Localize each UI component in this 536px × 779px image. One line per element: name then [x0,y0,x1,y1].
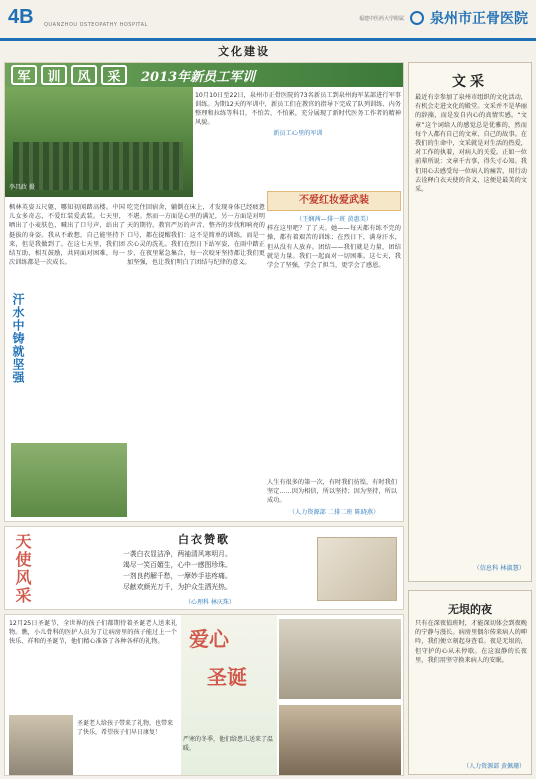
section-title: 文化建设 [218,45,270,58]
banner-subtitle: 2013年新员工军训 [141,69,256,85]
feature-banner [5,63,403,87]
night-title: 无垠的夜 [448,603,492,616]
christmas-feature [4,614,404,776]
poem-line: 竭尽一笑百媚生，心中一感图珍珠。 [123,561,232,569]
night-column [408,590,532,775]
intro-paragraph [195,91,401,138]
military-training-feature [4,62,404,522]
article-column-a: 枫林英姿五尺躯，哪知初闻踏高楼。中国儿女多奇志，不爱红装爱武装。七天里，晒出了小麦肤色，喊出了口号声，站出了挺拔的身姿。我从不敢想，自己能坚持下来，但是我做到了。在这七天里，我们团结互助，相互鼓励，共同面对困难，每一次训练都是一次成长。 [9,204,125,267]
christmas-caption-1: 圣诞老人给孩子带来了礼物，也带来了快乐，希望孩子们早日康复！ [77,720,174,736]
page-header [0,0,536,38]
night-author: （人力资源部 黄佩珊） [463,763,525,770]
banner-char: 训 [41,65,67,85]
poem-line: 尽献欢颜光万千，为护众生洒光热。 [123,583,232,591]
angel-vertical-title: 天使风采 [13,533,32,605]
article-column-b: 吃完住回宿舍，躺倒在床上，才发现身体已经疲惫不堪。然而一方面是心里的满足，另一方面是对明天的期待。教官严厉的声音、整齐的步伐和响亮的口号，都在提醒我们：这不是简单的训练，而是一次心灵的洗礼。我们在烈日下站军姿，在雨中踏正步，在夜里紧急集合，每一次咬牙坚持都让我们更加坚强，也让我们明白了团结与纪律的意义。 [127,204,265,267]
angel-poem-lines [123,549,313,593]
poem-text: 人生有很多的第一次，有时我们彷徨，有时我们坚定……因为相信，所以坚持；因为坚持，所以成功。 [267,479,397,505]
masthead [359,8,528,28]
hospital-logo-icon [410,11,424,25]
poem-line: 一剂良药解千愁，一摩妙手祛疼痛。 [123,572,232,580]
page-number: 4B [8,6,34,28]
banner-char: 风 [71,65,97,85]
article-author: （王娴茜—排一班 黄惠美） [295,216,373,223]
article-text: 样在这里吧？了了天。她——每天都有练不完的操，都有着艰苦的训练；在烈日下，满身汗水，但从没有人放弃。团结——我们就是力量，团结就是力量。我们一起面对一切困难。这七天，我学会了坚强，学会了担当，更学会了感恩。 [267,225,401,270]
wencai-author: （信息科 林淑慧） [473,565,525,572]
article-headline-box: 不爱红妆爱武装 [267,191,401,211]
banner-char: 采 [101,65,127,85]
banner-char: 军 [11,65,37,85]
christmas-title-b: 圣诞 [207,665,247,689]
wencai-title: 文采 [452,74,488,90]
christmas-photo-1 [279,619,401,699]
article-column-c [267,215,401,270]
side-photo [11,443,127,517]
poem-line: 一袭白衣显洁净，两袖清风寒明月。 [123,550,232,558]
angel-poem-title: 白衣赞歌 [178,533,230,546]
wencai-column [408,62,532,582]
training-photo [5,87,193,197]
christmas-photo-3 [279,705,401,775]
intro-text: 10月10日至22日，泉州市正骨医院的73名新员工到泉州海军某部进行军事训练。为期12天的军训中，新员工们在教官的指导下完成了队列训练、内务整理和拉练等科目，不怕苦、不怕累，充分展现了新时代医务工作者的精神风貌。 [195,92,401,126]
header-rule [0,38,536,41]
troop-rows [13,142,183,190]
closing-poem [267,478,401,517]
masthead-name: 泉州市正骨医院 [430,11,528,27]
poem-author: （人力资源部 二排二班 陈晓燕） [288,508,380,516]
vertical-title: 汗水中铸就坚强 [11,293,25,384]
night-body: 只有在深夜值班时，才能深切体会到夜晚的宁静与漫长。病房里偶尔传来病人的呻吟，我们便立刻起身查看。夜是无垠的，但守护的心从未停歇。在这寂静的长夜里，我们用坚守换来病人的安眠。 [415,620,527,664]
christmas-title-a: 爱心 [189,627,229,651]
intro-note: 新员工心里的军训 [273,130,323,137]
wencai-body: 最近有幸参加了泉州市组织的文化活动，有机会走进文化的殿堂。文采并不是华丽的辞藻，而是发自内心的真情实感。“文章”这个词给人的感觉总是优雅的，然而每个人都有自己的文章、自己的故事。在我们的生命中，文采就是对生活的热爱，对工作的执着，对病人的关爱。正如一位前辈所说：文章千古事，得失寸心知。我们用心去感受每一位病人的痛苦，用行动去诠释白衣天使的含义，这便是最美的文采。 [415,94,527,194]
christmas-caption-2: 严寒的冬季，他们给患儿送来了温暖。 [183,736,274,752]
photo-caption: 李昌政 摄 [9,184,35,191]
christmas-photo-2 [9,715,73,775]
christmas-text: 12月25日圣诞节，全世界的孩子们都期待着圣诞老人送来礼物。瞧，小儿骨科的医护人员为了让病房里的孩子能过上一个快乐、祥和的圣诞节，他们精心准备了各种各样的礼物。 [9,620,177,646]
banner-chars [11,65,127,85]
paper-subtitle: QUANZHOU OSTEOPATHY HOSPITAL [44,22,148,28]
angel-poem-author: （心理科 林庆珠） [185,599,235,606]
nurse-photo [317,537,397,601]
angel-poem-section [4,526,404,610]
masthead-small: 福建中医药大学附属 [358,15,404,22]
